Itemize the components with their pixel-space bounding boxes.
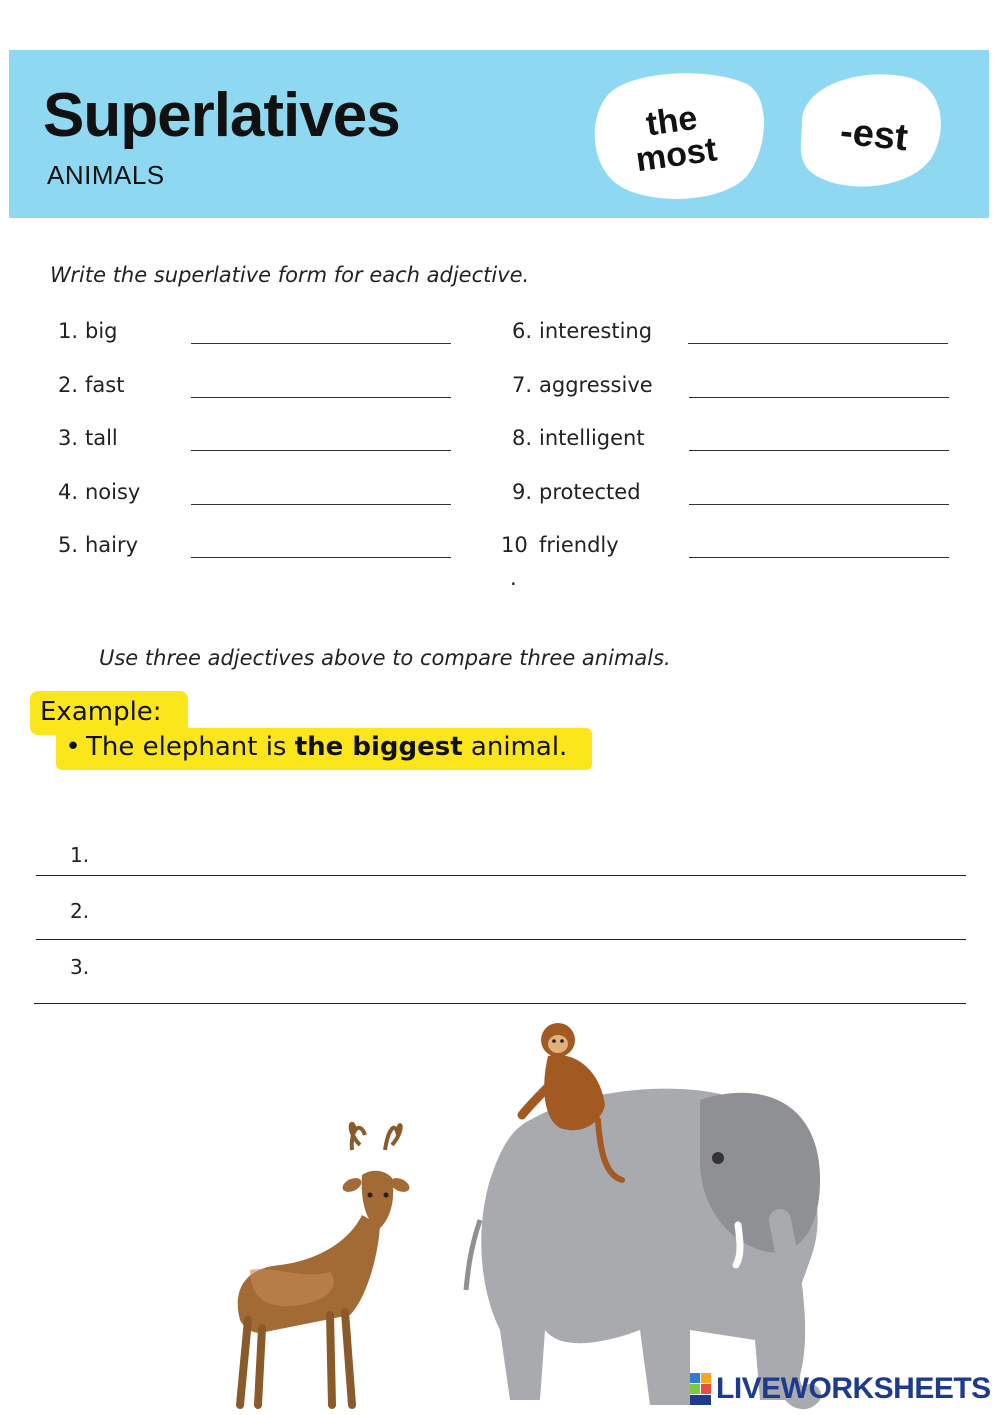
- item-number: 1.: [58, 319, 79, 343]
- blob-text-most: most: [633, 130, 720, 180]
- item-number: 9.: [512, 480, 533, 504]
- adjective-item-4: [58, 480, 458, 510]
- deer-icon: [238, 1124, 412, 1405]
- liveworksheets-logo-icon: [690, 1373, 712, 1405]
- blob-the-most-text: [615, 97, 733, 180]
- answer-blank[interactable]: [191, 450, 451, 451]
- answer-blank[interactable]: [689, 557, 949, 558]
- item-number: 4.: [58, 480, 79, 504]
- item-word: noisy: [85, 480, 141, 504]
- item-word: friendly: [539, 533, 619, 557]
- page-subtitle: ANIMALS: [47, 160, 165, 190]
- blob-est-text: -est: [838, 110, 910, 160]
- example-label: Example:: [40, 697, 162, 727]
- item-number: 6.: [512, 319, 533, 343]
- item-10-dot: .: [510, 566, 517, 590]
- item-word: big: [85, 319, 118, 343]
- item-word: interesting: [539, 319, 653, 343]
- adjective-item-9: [512, 480, 952, 510]
- answer-blank[interactable]: [689, 450, 949, 451]
- exercise2-instruction: Use three adjectives above to compare three animals.: [99, 646, 671, 670]
- item-word: protected: [539, 480, 641, 504]
- item-number: 10: [501, 533, 528, 557]
- liveworksheets-brand[interactable]: [690, 1372, 991, 1406]
- example-sentence: [60, 732, 567, 762]
- bullet-icon: •: [65, 732, 81, 762]
- item-word: intelligent: [539, 426, 645, 450]
- answer-blank[interactable]: [191, 397, 451, 398]
- item-number: 2.: [58, 373, 79, 397]
- answer-line-1[interactable]: [36, 875, 966, 876]
- adjective-item-8: [512, 426, 952, 456]
- answer-blank[interactable]: [689, 504, 949, 505]
- item-word: hairy: [85, 533, 139, 557]
- header-banner: [9, 50, 989, 218]
- answer-blank[interactable]: [191, 557, 451, 558]
- answer-blank[interactable]: [689, 397, 949, 398]
- elephant-icon: [466, 1089, 820, 1405]
- adjective-item-7: [512, 373, 952, 403]
- exercise1-instruction: Write the superlative form for each adjective.: [50, 263, 530, 287]
- adjective-item-10: [501, 533, 952, 563]
- item-number: 7.: [512, 373, 533, 397]
- adjective-item-5: [58, 533, 458, 563]
- answer-line-3[interactable]: [34, 1003, 966, 1004]
- blob-text-the: the: [643, 98, 700, 144]
- answer-blank[interactable]: [191, 343, 451, 344]
- item-word: tall: [85, 426, 118, 450]
- answer-line-2[interactable]: [36, 939, 966, 940]
- item-number: 5.: [58, 533, 79, 557]
- answer-number-3: 3.: [70, 955, 90, 979]
- example-before: The elephant is: [86, 732, 295, 762]
- adjective-item-3: [58, 426, 458, 456]
- item-word: fast: [85, 373, 125, 397]
- item-number: 3.: [58, 426, 79, 450]
- item-word: aggressive: [539, 373, 653, 397]
- item-number: 8.: [512, 426, 533, 450]
- brand-text: LIVEWORKSHEETS: [716, 1372, 991, 1405]
- answer-number-1: 1.: [70, 843, 90, 867]
- answer-blank[interactable]: [688, 343, 948, 344]
- answer-number-2: 2.: [70, 899, 90, 923]
- adjective-item-6: [512, 319, 952, 349]
- page-title: Superlatives: [43, 81, 400, 150]
- example-after: animal.: [462, 732, 568, 762]
- example-bold: the biggest: [294, 732, 463, 762]
- adjective-item-1: [58, 319, 458, 349]
- answer-blank[interactable]: [191, 504, 451, 505]
- animals-illustration: [0, 1010, 999, 1415]
- adjective-item-2: [58, 373, 458, 403]
